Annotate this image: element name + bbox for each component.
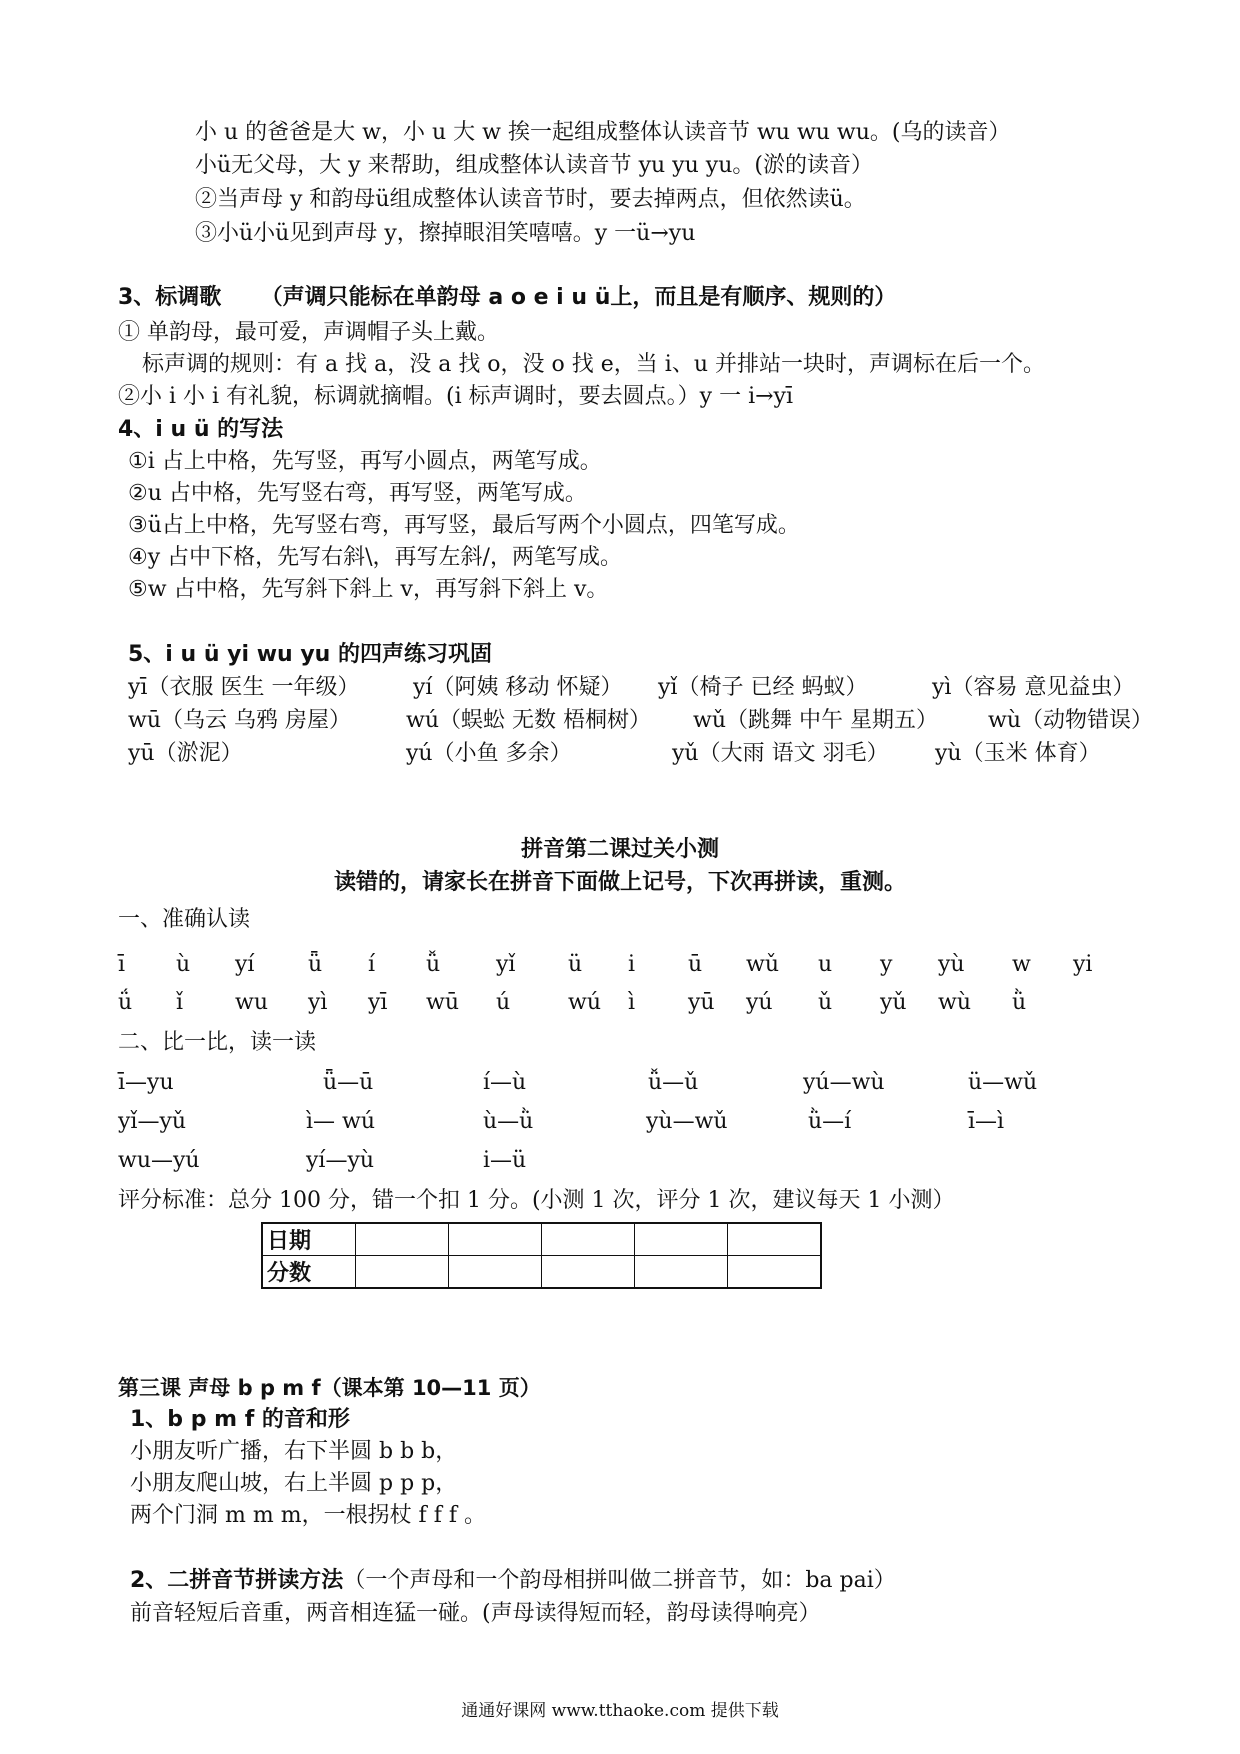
pinyin-item: ǔ [818,990,833,1015]
date-cell[interactable] [635,1223,728,1256]
score-table [261,1222,822,1289]
compare-item: yù—wǔ [646,1109,728,1134]
lesson-3-line: 小朋友爬山坡，右上半圆 p p p， [130,1471,458,1496]
pinyin-item: ī [118,952,126,977]
tone-item: yù（玉米 体育） [935,741,1101,766]
compare-item: ǖ—ū [323,1070,374,1095]
pinyin-item: wú [568,990,601,1015]
intro-line: 小 u 的爸爸是大 w，小 u 大 w 挨一起组成整体认读音节 wu wu wu。(乌的读音） [195,120,1011,145]
tone-item: yǐ（椅子 已经 蚂蚁） [658,675,868,700]
tone-item: wū（乌云 乌鸦 房屋） [128,708,351,733]
tone-item: yǔ（大雨 语文 羽毛） [672,741,889,766]
section-5-title: 5、i u ü yi wu yu 的四声练习巩固 [128,642,492,667]
pinyin-item: yū [688,990,715,1015]
compare-row [118,1146,1118,1176]
lesson-3-sub2-note: （一个声母和一个韵母相拼叫做二拼音节，如：ba pai） [343,1568,896,1593]
lesson-3-sub1: 1、b p m f 的音和形 [130,1407,350,1432]
pinyin-item: wu [235,990,268,1015]
pinyin-item: yí [235,952,255,977]
pinyin-item: wū [426,990,459,1015]
score-cell[interactable] [542,1256,635,1289]
compare-row [118,1068,1118,1098]
compare-item: yí—yù [306,1148,375,1173]
test-title: 拼音第二课过关小测 [520,837,719,862]
tone-item: wǔ（跳舞 中午 星期五） [693,708,938,733]
section-3-heading [118,283,896,313]
pinyin-item: ù [176,952,191,977]
section-3-line: ① 单韵母，最可爱，声调帽子头上戴。 [118,320,499,345]
date-label: 日期 [262,1223,356,1256]
section-3-line: ②小 i 小 i 有礼貌，标调就摘帽。(i 标声调时，要去圆点。）y 一 i→yī [118,384,794,409]
pinyin-row [118,950,1118,980]
compare-item: ù—ǜ [483,1109,534,1134]
pinyin-item: ü [568,952,583,977]
pinyin-item: ǖ [308,952,323,977]
compare-item: wu—yú [118,1148,200,1173]
pinyin-item: yì [308,990,328,1015]
compare-item: ǚ—ǔ [648,1070,699,1095]
section-3-title: 3、标调歌 [118,285,222,310]
compare-item: ǜ—í [808,1109,852,1134]
tone-item: wú（蜈蚣 无数 梧桐树） [406,708,651,733]
pinyin-item: ǜ [1012,990,1027,1015]
pinyin-row [118,988,1118,1018]
pinyin-item: yǔ [880,990,907,1015]
compare-item: ü—wǔ [968,1070,1038,1095]
score-label: 分数 [262,1256,356,1289]
score-row [262,1256,821,1289]
compare-item: yǐ—yǔ [118,1109,187,1134]
lesson-3-sub2-line: 前音轻短后音重，两音相连猛一碰。(声母读得短而轻，韵母读得响亮） [130,1601,821,1626]
section-3-note: （声调只能标在单韵母 a o e i u ü上，而且是有顺序、规则的） [260,285,897,310]
compare-item: ī—yu [118,1070,174,1095]
tone-item: yú（小鱼 多余） [406,741,572,766]
date-cell[interactable] [449,1223,542,1256]
pinyin-item: ì [628,990,636,1015]
compare-item: i—ü [483,1148,527,1173]
test-subtitle: 读错的，请家长在拼音下面做上记号，下次再拼读，重测。 [333,870,906,895]
tone-item: yī（衣服 医生 一年级） [128,675,360,700]
pinyin-item: yi [1073,952,1093,977]
pinyin-item: yī [368,990,388,1015]
pinyin-item: yǐ [496,952,516,977]
tone-item: yì（容易 意见益虫） [932,675,1135,700]
lesson-3-line: 小朋友听广播，右下半圆 b b b， [130,1439,458,1464]
lesson-3-line: 两个门洞 m m m，一根拐杖 f f f 。 [130,1503,486,1528]
pinyin-item: yú [746,990,773,1015]
pinyin-item: yù [938,952,965,977]
pinyin-item: ǐ [176,990,184,1015]
intro-line: 小ü无父母，大 y 来帮助，组成整体认读音节 yu yu yu。(淤的读音） [195,153,873,178]
pinyin-item: í [368,952,376,977]
pinyin-item: wǔ [746,952,779,977]
section-4-line: ③ü占上中格，先写竖右弯，再写竖，最后写两个小圆点，四笔写成。 [128,513,800,538]
lesson-3-title: 第三课 声母 b p m f（课本第 10—11 页） [118,1376,541,1400]
score-cell[interactable] [635,1256,728,1289]
part2-label: 二、比一比，读一读 [118,1030,317,1055]
date-cell[interactable] [542,1223,635,1256]
pinyin-item: u [818,952,833,977]
date-cell[interactable] [356,1223,449,1256]
pinyin-item: ū [688,952,703,977]
pinyin-item: ú [496,990,511,1015]
date-row [262,1223,821,1256]
section-4-line: ⑤w 占中格，先写斜下斜上 v，再写斜下斜上 v。 [128,577,609,602]
pinyin-item: wù [938,990,971,1015]
lesson-3-sub2-title: 2、二拼音节拼读方法 [130,1568,344,1593]
compare-item: ī—ì [968,1109,1005,1134]
intro-line: ②当声母 y 和韵母ü组成整体认读音节时，要去掉两点，但依然读ü。 [195,187,866,212]
section-4-line: ④y 占中下格，先写右斜\，再写左斜/，两笔写成。 [128,545,622,570]
section-4-line: ①i 占上中格，先写竖，再写小圆点，两笔写成。 [128,449,602,474]
page-footer: 通通好课网 www.tthaoke.com 提供下载 [461,1701,779,1721]
tone-item: wù（动物错误） [988,708,1154,733]
pinyin-item: w [1012,952,1031,977]
pinyin-item: ǘ [118,990,133,1015]
pinyin-item: y [880,952,893,977]
lesson-3-sub2 [130,1566,896,1596]
compare-row [118,1107,1118,1137]
tone-item: yū（淤泥） [128,741,243,766]
score-cell[interactable] [449,1256,542,1289]
part1-label: 一、准确认读 [118,907,251,932]
score-cell[interactable] [728,1256,822,1289]
intro-line: ③小ü小ü见到声母 y，擦掉眼泪笑嘻嘻。y 一ü→yu [195,221,696,246]
compare-item: í—ù [483,1070,527,1095]
tone-item: yí（阿姨 移动 怀疑） [413,675,623,700]
section-4-line: ②u 占中格，先写竖右弯，再写竖，两笔写成。 [128,481,587,506]
compare-item: ì— wú [306,1109,376,1134]
compare-item: yú—wù [803,1070,885,1095]
section-3-line: 标声调的规则：有 a 找 a，没 a 找 o，没 o 找 e，当 i、u 并排站一块时，声调标在后一个。 [142,352,1045,377]
scoring-standard: 评分标准：总分 100 分，错一个扣 1 分。(小测 1 次，评分 1 次，建议每天 1 小测） [118,1188,955,1213]
pinyin-item: i [628,952,636,977]
date-cell[interactable] [728,1223,822,1256]
pinyin-item: ǚ [426,952,441,977]
section-4-title: 4、i u ü 的写法 [118,417,284,442]
score-cell[interactable] [356,1256,449,1289]
